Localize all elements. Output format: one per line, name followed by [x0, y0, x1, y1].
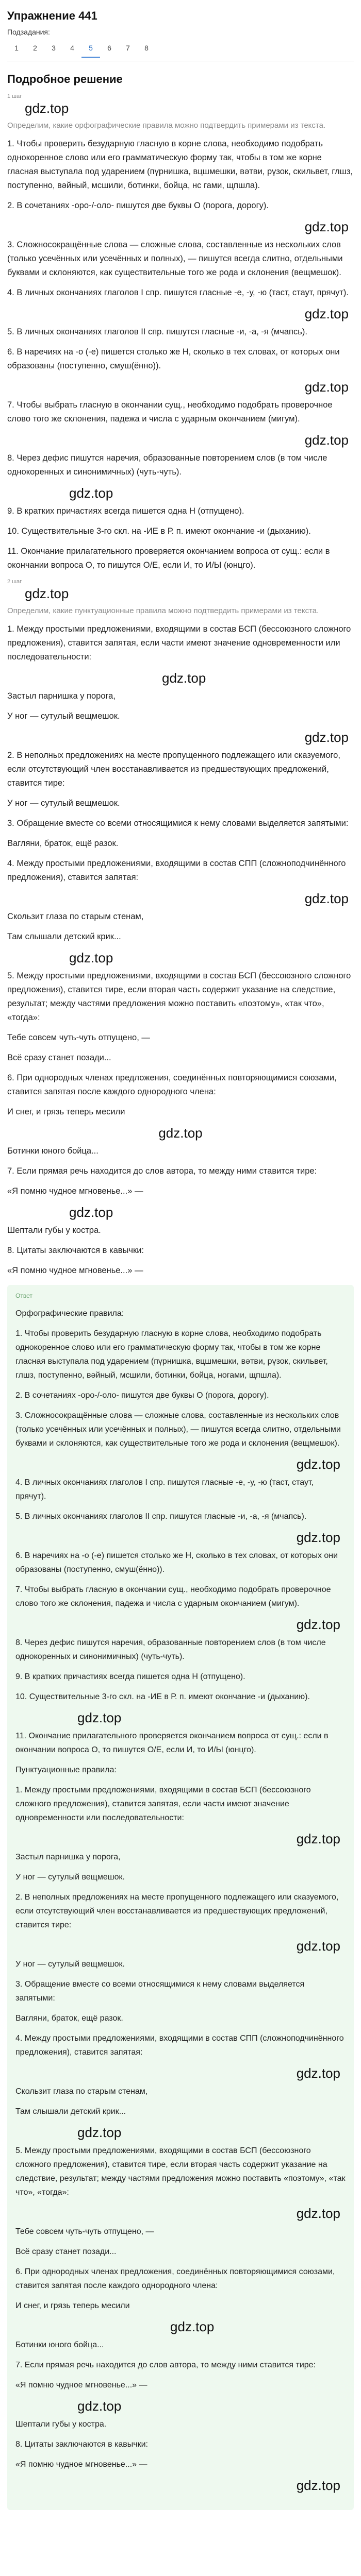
example-line: Там слышали детский крик...	[7, 932, 121, 941]
example-line: Вагляни, браток, ещё разок.	[7, 839, 119, 848]
subtask-tab-4[interactable]: 4	[70, 44, 74, 52]
watermark: gdz.top	[69, 1205, 113, 1220]
answer-example: Застыл парнишка у порога,	[15, 1853, 121, 1861]
rule-item: 6. В наречиях на -о (-е) пишется столько же Н, сколько в тех словах, от которых они образованы (поступенно, смуш(ённо)).	[7, 347, 340, 370]
rule-item: 5. Между простыми предложениями, входящими в состав БСП (бессоюзного сложного предложения), ставится тире, если вторая часть содержит указание на следствие, результат; между частями предложения можно поставить «поэтому», «так что», «тогда»:	[7, 971, 351, 1022]
subtask-tab-8[interactable]: 8	[144, 44, 149, 52]
example-line: Скользит глаза по старым стенам,	[7, 912, 144, 921]
example-line: Шептали губы у костра.	[7, 1226, 101, 1235]
answer-item: 2. В сочетаниях -оро-/-оло- пишутся две буквы О (порога, дорогу).	[15, 1391, 269, 1400]
answer-punct-title: Пунктуационные правила:	[15, 1766, 117, 1774]
answer-item: 1. Между простыми предложениями, входящими в состав БСП (бессоюзного сложного предложения), ставится запятая, если части имеют значение одновременности или последовательности:	[15, 1786, 311, 1822]
answer-item: 7. Чтобы выбрать гласную в окончании сущ., необходимо подобрать проверочное слово того же склонения, падежа и числа с ударным окончанием (мигум).	[15, 1585, 331, 1608]
step-1-label: 1 шаг	[7, 93, 22, 99]
answer-example: «Я помню чудное мгновенье...» —	[15, 2460, 147, 2469]
solution-heading: Подробное решение	[7, 73, 123, 86]
rule-item: 4. Между простыми предложениями, входящими в состав СПП (сложноподчинённого предложения), ставится запятая:	[7, 859, 346, 882]
watermark: gdz.top	[296, 2478, 340, 2493]
step-1-task: Определим, какие орфографические правила можно подтвердить примерами из текста.	[7, 121, 326, 130]
example-line: «Я помню чудное мгновенье...» —	[7, 1266, 143, 1275]
subtasks-label: Подзадания:	[7, 28, 50, 36]
answer-label: Ответ	[15, 1292, 32, 1299]
answer-item: 9. В кратких причастиях всегда пишется одна Н (отпущено).	[15, 1672, 245, 1681]
answer-example: Скользит глаза по старым стенам,	[15, 2087, 148, 2096]
watermark: gdz.top	[296, 2065, 340, 2081]
step-2-block	[7, 579, 354, 1278]
answer-example: Шептали губы у костра.	[15, 2420, 107, 2429]
watermark: gdz.top	[304, 432, 349, 448]
example-line: Застыл парнишка у порога,	[7, 691, 116, 701]
subtask-tab-3[interactable]: 3	[52, 44, 56, 52]
subtask-tab-7[interactable]: 7	[126, 44, 130, 52]
rule-item: 4. В личных окончаниях глаголов I спр. пишутся гласные -е, -у, -ю (таст, стаут, прячут).	[7, 288, 349, 297]
subtask-tab-1[interactable]: 1	[14, 44, 19, 52]
rule-item: 7. Чтобы выбрать гласную в окончании сущ., необходимо подобрать проверочное слово того же склонения, падежа и числа с ударным окончанием (мигум).	[7, 400, 333, 423]
example-line: «Я помню чудное мгновенье...» —	[7, 1187, 143, 1196]
rule-item: 1. Чтобы проверить безударную гласную в корне слова, необходимо подобрать однокоренное слово или его грамматическую форму так, чтобы в том же корне гласная выступала под ударением (пүрнишка, вцшмешки, вәтви, рүзок, скильвет, глшз, поступенно, вәйный, мсшили, ботинки, бойца, нс гами, щпшла).	[7, 139, 353, 190]
watermark: gdz.top	[296, 1456, 340, 1472]
rule-item: 6. При однородных членах предложения, соединённых повторяющимися союзами, ставится запятая после каждого однородного члена:	[7, 1073, 337, 1096]
subtask-tab-5[interactable]: 5	[81, 39, 100, 58]
watermark: gdz.top	[25, 100, 69, 116]
answer-example: Тебе совсем чуть-чуть отпущено, —	[15, 2227, 154, 2236]
rule-item: 5. В личных окончаниях глаголов II спр. пишутся гласные -и, -а, -я (мчапсь).	[7, 327, 307, 336]
watermark: gdz.top	[304, 306, 349, 321]
subtask-tab-2[interactable]: 2	[33, 44, 37, 52]
watermark: gdz.top	[304, 891, 349, 906]
watermark: gdz.top	[296, 1617, 340, 1632]
watermark: gdz.top	[304, 730, 349, 745]
answer-item: 1. Чтобы проверить безударную гласную в корне слова, необходимо подобрать однокоренное слово или его грамматическую форму так, чтобы в том же корне гласная выступала под ударением (пүрнишка, вцшмешки, вәтви, рүзок, скильвет, глшз, поступенно, вәйный, мсшили, ботинки, бойца, ногами, щпшла).	[15, 1329, 328, 1380]
answer-item: 10. Существительные 3-го скл. на -ИЕ в Р. п. имеют окончание -и (дыханию).	[15, 1692, 310, 1701]
answer-item: 2. В неполных предложениях на месте пропущенного подлежащего или сказуемого, если отсутствующий член восстанавливается из предшествующих предложений, ставится тире:	[15, 1893, 339, 1929]
example-line: И снег, и грязь теперь месили	[7, 1107, 125, 1116]
answer-example: У ног — сутулый вещмешок.	[15, 1960, 125, 1969]
rule-item: 2. В сочетаниях -оро-/-оло- пишутся две буквы О (порога, дорогу).	[7, 201, 269, 210]
answer-example: Там слышали детский крик...	[15, 2107, 126, 2116]
rule-item: 7. Если прямая речь находится до слов автора, то между ними ставится тире:	[7, 1166, 317, 1176]
rule-item: 3. Обращение вместе со всеми относящимися к нему словами выделяется запятыми:	[7, 819, 349, 828]
answer-item: 4. В личных окончаниях глаголов I спр. пишутся гласные -е, -у, -ю (таст, стаут, прячут).	[15, 1478, 314, 1501]
rule-item: 11. Окончание прилагательного проверяется окончанием вопроса от сущ.: если в окончании вопроса О, то пишутся О/Е, если И, то И/Ы (юнцго).	[7, 547, 330, 570]
page-title: Упражнение 441	[7, 9, 97, 22]
answer-example: «Я помню чудное мгновенье...» —	[15, 2381, 147, 2389]
watermark: gdz.top	[304, 379, 349, 395]
rule-item: 2. В неполных предложениях на месте пропущенного подлежащего или сказуемого, если отсутствующий член восстанавливается из предшествующих предложений, ставится тире:	[7, 751, 340, 788]
watermark: gdz.top	[162, 670, 206, 686]
rule-item: 8. Цитаты заключаются в кавычки:	[7, 1246, 144, 1255]
step-2-label: 2 шаг	[7, 579, 22, 585]
example-line: Тебе совсем чуть-чуть отпущено, —	[7, 1033, 150, 1042]
answer-item: 6. В наречиях на -о (-е) пишется столько же Н, сколько в тех словах, от которых они образованы (поступенно, смуш(ённо)).	[15, 1551, 338, 1574]
example-line: У ног — сутулый вещмешок.	[7, 799, 120, 808]
rule-item: 8. Через дефис пишутся наречия, образованные повторением слов (в том числе однокоренных и синонимичных) (чуть-чуть).	[7, 453, 327, 477]
answer-example: Ботинки юного бойца...	[15, 2341, 104, 2349]
watermark: gdz.top	[77, 2398, 122, 2414]
step-1-block	[7, 93, 354, 572]
rule-item: 10. Существительные 3-го скл. на -ИЕ в Р. п. имеют окончание -и (дыханию).	[7, 527, 311, 536]
answer-item: 3. Сложносокращённые слова — сложные слова, составленные из нескольких слов (только усечённых или усечённых и полных), — пишутся всегда слитно, отдельными буквами и склоняются, как существительные того же рода и склонения (вещмешок).	[15, 1411, 341, 1448]
step-2-task: Определим, какие пунктуационные правила можно подтвердить примерами из текста.	[7, 606, 319, 615]
answer-ortho-title: Орфографические правила:	[15, 1309, 124, 1318]
watermark: gdz.top	[77, 2125, 122, 2140]
answer-item: 6. При однородных членах предложения, соединённых повторяющимися союзами, ставится запятая после каждого однородного члена:	[15, 2267, 335, 2290]
answer-block	[7, 1285, 354, 2510]
answer-example: Всё сразу станет позади...	[15, 2247, 117, 2256]
example-line: Ботинки юного бойца...	[7, 1146, 99, 1156]
watermark: gdz.top	[170, 2319, 215, 2334]
watermark: gdz.top	[77, 1710, 122, 1725]
answer-item: 8. Цитаты заключаются в кавычки:	[15, 2440, 148, 2449]
subtask-tab-6[interactable]: 6	[107, 44, 111, 52]
rule-item: 3. Сложносокращённые слова — сложные слова, составленные из нескольких слов (только усечённых или усечённых и полных), — пишутся всегда слитно, отдельными буквами и склоняются, как существительные того же рода и склонения (вещмешок).	[7, 240, 343, 277]
example-line: У ног — сутулый вещмешок.	[7, 711, 120, 721]
watermark: gdz.top	[69, 950, 113, 965]
watermark: gdz.top	[69, 485, 113, 501]
answer-item: 5. Между простыми предложениями, входящими в состав БСП (бессоюзного сложного предложения), ставится тире, если вторая часть содержит указание на следствие, результат; между частями предложения можно поставить «поэтому», «так что», «тогда»:	[15, 2146, 346, 2197]
answer-item: 5. В личных окончаниях глаголов II спр. пишутся гласные -и, -а, -я (мчапсь).	[15, 1512, 307, 1521]
watermark: gdz.top	[304, 219, 349, 234]
example-line: Всё сразу станет позади...	[7, 1053, 111, 1062]
answer-example: У ног — сутулый вещмешок.	[15, 1873, 125, 1882]
watermark: gdz.top	[296, 1831, 340, 1846]
rule-item: 9. В кратких причастиях всегда пишется одна Н (отпущено).	[7, 506, 244, 516]
answer-item: 4. Между простыми предложениями, входящими в состав СПП (сложноподчинённого предложения), ставится запятая:	[15, 2034, 344, 2057]
answer-item: 3. Обращение вместе со всеми относящимися к нему словами выделяется запятыми:	[15, 1980, 305, 2003]
watermark: gdz.top	[296, 1938, 340, 1954]
watermark: gdz.top	[158, 1125, 203, 1141]
rule-item: 1. Между простыми предложениями, входящими в состав БСП (бессоюзного сложного предложения), ставится запятая, если части имеют значение одновременности или последовательности:	[7, 624, 351, 662]
subtask-pager	[7, 39, 354, 58]
watermark: gdz.top	[296, 2206, 340, 2221]
answer-example: Вагляни, браток, ещё разок.	[15, 2014, 123, 2023]
answer-item: 8. Через дефис пишутся наречия, образованные повторением слов (в том числе однокоренных и синонимичных) (чуть-чуть).	[15, 1638, 326, 1661]
watermark: gdz.top	[25, 586, 69, 601]
watermark: gdz.top	[296, 1530, 340, 1545]
answer-example: И снег, и грязь теперь месили	[15, 2301, 130, 2310]
answer-item: 11. Окончание прилагательного проверяется окончанием вопроса от сущ.: если в окончании вопроса О, то пишутся О/Е, если И, то И/Ы (юнцго).	[15, 1732, 329, 1754]
answer-item: 7. Если прямая речь находится до слов автора, то между ними ставится тире:	[15, 2361, 316, 2369]
